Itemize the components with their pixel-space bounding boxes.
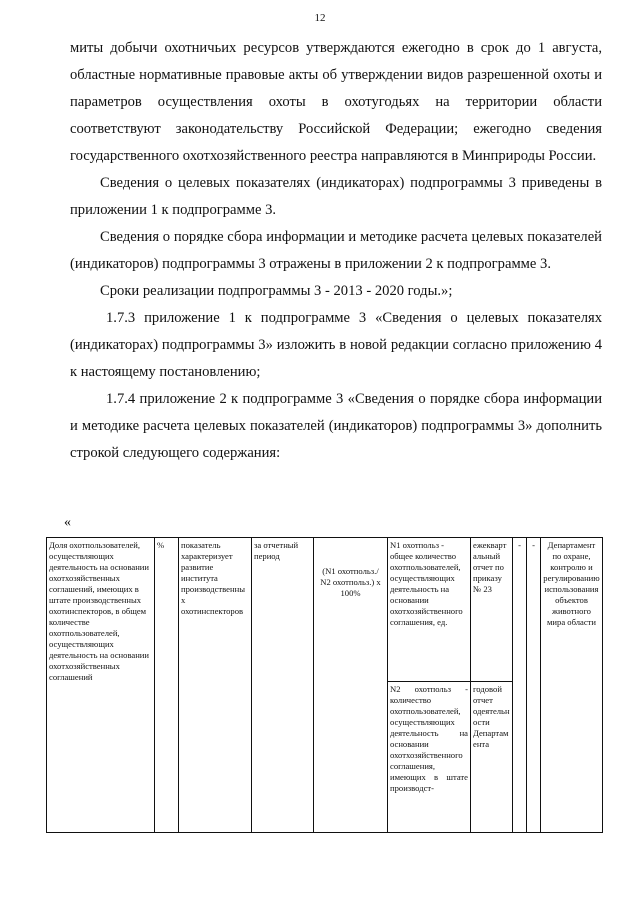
table-row — [47, 538, 603, 682]
indicator-name-cell: Доля охотпользователей, осуществляющих деятельность на основании охотхозяйственных соглашений, имеющих в штате производственных охотинспекторов, в общем количестве охотпользователей, осуществляющих деятельность на основании охотхозяйственных соглашений — [47, 538, 155, 833]
paragraph-indicators-info: Сведения о целевых показателях (индикаторах) подпрограммы 3 приведены в приложении 1 к подпрограмме 3. — [70, 175, 602, 218]
period-cell: за отчетный период — [252, 538, 314, 833]
definition-cell: показатель характеризует развитие институтa производственных охотинспекторов — [179, 538, 252, 833]
unit-cell: % — [155, 538, 179, 833]
opening-quote-mark: « — [64, 515, 71, 530]
paragraph-item-1-7-3: 1.7.3 приложение 1 к подпрограмме 3 «Сведения о целевых показателях (индикаторах) подпрограммы 3» изложить в новой редакции согласно приложению 4 к настоящему постановлению; — [70, 310, 602, 380]
page-number: 12 — [314, 12, 326, 24]
indicator-table — [46, 537, 603, 833]
paragraph-implementation-period: Сроки реализации подпрограммы 3 - 2013 - 2020 годы.»; — [100, 283, 453, 299]
variable-n1-cell: N1 охотпольз - общее количество охотпользователей, осуществляющих деятельность на основании охотхозяйственного соглашения, ед. — [388, 538, 471, 682]
formula-cell: (N1 охотпольз./ N2 охотпольз.) x 100% — [314, 538, 388, 833]
source-n2-cell: годовой отчет одеятельности Департамента — [471, 682, 513, 833]
dash-cell: - — [527, 538, 541, 833]
variable-n2-cell: N2 охотпольз - количество охотпользователей, осуществляющих деятельность на основании охотхозяйственного соглашения, имеющих в штате производст- — [388, 682, 471, 833]
paragraph-item-1-7-4: 1.7.4 приложение 2 к подпрограмме 3 «Сведения о порядке сбора информации и методике расчета целевых показателей (индикаторов) подпрограммы 3» дополнить строкой следующего содержания: — [70, 391, 602, 461]
paragraph-continuation: миты добычи охотничьих ресурсов утверждаются ежегодно в срок до 1 августа, областные нормативные правовые акты об утверждении видов разрешенной охоты и параметров осуществления охоты в охотугодьях на территории области соответствуют законодательству Российской Федерации; ежегодно сведения государственного охотхозяйственного реестра направляются в Минприроды России. — [70, 40, 602, 164]
dash-cell: - — [513, 538, 527, 833]
source-n1-cell: ежеквартальный отчет по приказу № 23 — [471, 538, 513, 682]
responsible-cell: Департамент по охране, контролю и регулированию использования объектов животного мира области — [541, 538, 603, 833]
body-text — [70, 35, 602, 467]
paragraph-methodology-info: Сведения о порядке сбора информации и методике расчета целевых показателей (индикаторов) подпрограммы 3 отражены в приложении 2 к подпрограмме 3. — [70, 229, 602, 272]
